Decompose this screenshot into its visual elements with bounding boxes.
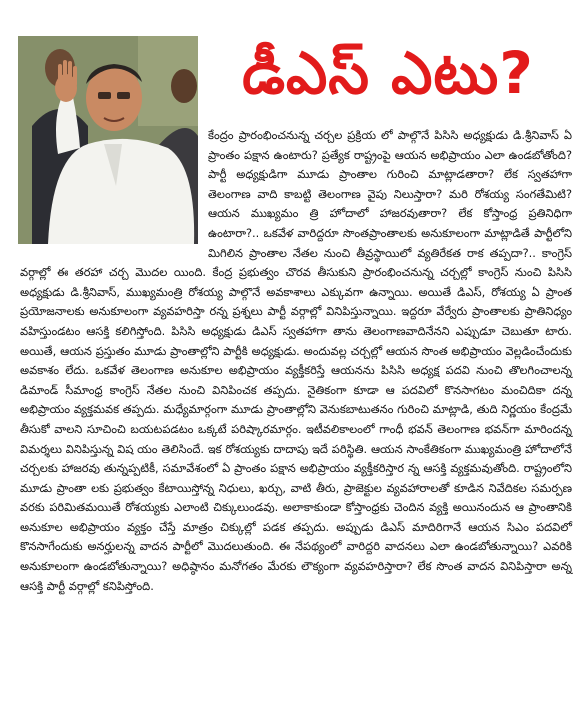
headline: డీఎస్ ఎటు? [242,38,534,107]
photo-wrap-spacer [20,126,208,244]
article-body [20,126,572,596]
article-paragraph: కేంద్రం ప్రారంభించనున్న చర్చల ప్రక్రియ లో పాల్గొనే పిసిసి అధ్యక్షుడు డి.శ్రీనివాస్ ఏ ప్రాంతం పక్షాన ఉంటారు? ప్రత్యేక రాష్ట్రంపై ఆయన అభిప్రాయం ఎలా ఉండబోతోంది? పార్టీ అధ్యక్షుడిగా మూడు ప్రాంతాల గురించి మాట్లాడతారా? లేక స్వతహాగా తెలంగాణ వాది కాబట్టి తెలంగాణ వైపు నిలుస్తారా? మరి రోశయ్య సంగతేమిటి? ఆయన ముఖ్యమం త్రి హోదాలో హాజరవుతారా? లేక కోస్తాంధ్ర ప్రతినిధిగా ఉంటారా?.. ఒకవేళ వారిద్దరూ సొంతప్రాంతాలకు అనుకూలంగా మాట్లాడితే పార్టీలోని మిగిలిన ప్రాంతాల నేతల నుంచి తీవ్రస్థాయిలో వ్యతిరేకత రాక తప్పదా?.. కాంగ్రెస్ వర్గాల్లో ఈ తరహా చర్చ మొదల యింది. కేంద్ర ప్రభుత్వం చొరవ తీసుకుని ప్రారంభించనున్న చర్చల్లో కాంగ్రెస్ నుంచి పిసిసి అధ్యక్షుడు డి.శ్రీనివాస్, ముఖ్యమంత్రి రోశయ్య పాల్గొనే అవకాశాలు ఎక్కువగా ఉన్నాయి. అయితే డిఎస్, రోశయ్య ఏ ప్రాంత ప్రయోజనాలకు అనుకూలంగా వ్యవహరిస్తా రన్న ప్రశ్నలు పార్టీ వర్గాల్లో వినిపిస్తున్నాయి. ఇద్దరూ వేర్వేరు ప్రాంతాలకు ప్రాతినిధ్యం వహిస్తుండటం ఆసక్తి కలిగిస్తోంది. పిసిసి అధ్యక్షుడు డిఎస్ స్వతహాగా తాను తెలంగాణవాదినేనని ఎప్పుడూ చెబుతూ టారు. అయితే, ఆయన ప్రస్తుతం మూడు ప్రాంతాల్లోని పార్టీకి అధ్యక్షుడు. అందువల్ల చర్చల్లో ఆయన సొంత అభిప్రాయం వెల్లడించేందుకు అవకాశం లేదు. ఒకవేళ తెలంగాణ అనుకూల అభిప్రాయం వ్యక్తీకరిస్తే ఆయనను పిసిసి అధ్యక్ష పదవి నుంచి తొలగించాలన్న డిమాండ్ సీమాంధ్ర కాంగ్రెస్ నేతల నుంచి వినిపించక తప్పదు. నైతికంగా కూడా ఆ పదవిలో కొనసాగటం మంచిదికా దన్న అభిప్రాయం వ్యక్తమవక తప్పదు. మధ్యేమార్గంగా మూడు ప్రాంతాల్లోని వెనుకబాటుతనం గురించి మాట్లాడి, తుది నిర్ణయం కేంద్రమే తీసుకో వాలని సూచించి బయటపడటం ఒక్కటే పరిష్కారమార్గం. ఇటీవలికాలంలో గాంధీ భవన్ తెలంగాణ భవన్‌గా మారిందన్న విమర్శలు వినిపిస్తున్న విష యం తెలిసిందే. ఇక రోశయ్యకు దాదాపు ఇదే పరిస్థితి. ఆయన సాంకేతికంగా ముఖ్యమంత్రి హోదాలోనే చర్చలకు హాజరవు తున్నప్పటికీ, సమావేశంలో ఏ ప్రాంతం పక్షాన అభిప్రాయం వ్యక్తీకరిస్తార న్న ఆసక్తి వ్యక్తమవుతోంది. రాష్ట్రంలోని మూడు ప్రాంతా లకు ప్రభుత్వం కేటాయిస్తోన్న నిధులు, ఖర్చు, వాటి తీరు, ప్రాజెక్టుల వ్యవహారాలతో కూడిన నివేదికల సమర్పణ వరకు పరిమితమయితే రోశయ్యకు ఎలాంటి చిక్కులుండవు. అలాకాకుండా కోస్తాంధ్రకు చెందిన వ్యక్తి అయినందున ఆ ప్రాంతానికి అనుకూల అభిప్రాయం వ్యక్తం చేస్తే మాత్రం చిక్కుల్లో పడక తప్పదు. అప్పుడు డిఎస్ మాదిరిగానే ఆయన సిఎం పదవిలో కొనసాగేందుకు అనర్హులన్న వాదన పార్టీలో మొదలుతుంది. ఈ నేపథ్యంలో వారిద్దరి వాదనలు ఎలా ఉండబోతున్నాయి? ఎవరికి అనుకూలంగా ఉండబోతున్నాయి? అధిష్ఠానం మనోగతం మేరకు లౌక్యంగా వ్యవహరిస్తారా? లేక సొంత వాదన వినిపిస్తారా అన్న ఆసక్తి పార్టీ వర్గాల్లో కనిపిస్తోంది. [20,128,572,593]
